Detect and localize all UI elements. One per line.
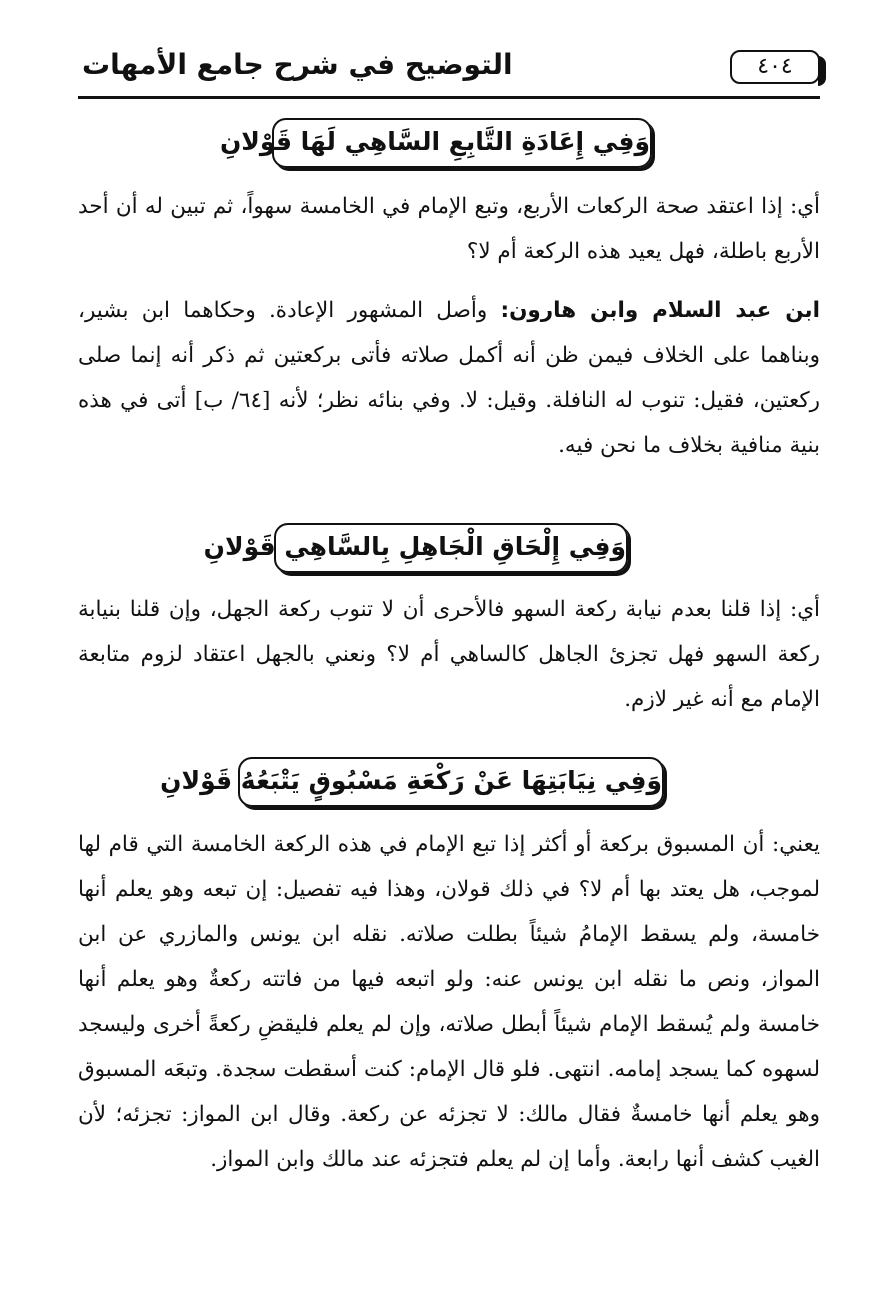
book-title: التوضيح في شرح جامع الأمهات bbox=[82, 48, 513, 81]
matn-heading-1: وَفِي إِعَادَةِ التَّابِعِ السَّاهِي لَهَا قَوْلانِ bbox=[272, 118, 652, 168]
page-number: ٤٠٤ bbox=[730, 50, 820, 84]
paragraph-text: أي: إذا قلنا بعدم نيابة ركعة السهو فالأحرى أن لا تنوب ركعة الجهل، وإن قلنا بنيابة ركعة السهو فهل تجزئ الجاهل كالساهي أم لا؟ ونعني بالجهل اعتقاد لزوم متابعة الإمام مع أنه غير لازم. bbox=[78, 597, 820, 712]
paragraph-lead: ابن عبد السلام وابن هارون: bbox=[500, 298, 821, 323]
matn-heading-2: وَفِي إِلْحَاقِ الْجَاهِلِ بِالسَّاهِي قَوْلانِ bbox=[274, 523, 628, 573]
commentary-paragraph-3 bbox=[78, 587, 820, 722]
paragraph-text: وأصل المشهور الإعادة. وحكاهما ابن بشير، وبناهما على الخلاف فيمن ظن أنه أكمل صلاته فأتى بركعتين ثم ذكر أنه إنما صلى ركعتين، فقيل: تنوب له النافلة. وقيل: لا. وفي بنائه نظر؛ لأنه [٦٤/ ب] أتى في هذه بنية منافية بخلاف ما نحن فيه. bbox=[78, 298, 821, 458]
commentary-paragraph-2 bbox=[78, 288, 820, 468]
matn-heading-3: وَفِي نِيَابَتِهَا عَنْ رَكْعَةِ مَسْبُوقٍ يَتْبَعُهُ قَوْلانِ bbox=[238, 757, 664, 807]
commentary-paragraph-4 bbox=[78, 822, 820, 1182]
running-header bbox=[78, 44, 820, 99]
paragraph-text: أي: إذا اعتقد صحة الركعات الأربع، وتبع الإمام في الخامسة سهواً، ثم تبين له أن أحد الأربع باطلة، فهل يعيد هذه الركعة أم لا؟ bbox=[78, 194, 820, 264]
paragraph-text: يعني: أن المسبوق بركعة أو أكثر إذا تبع الإمام في هذه الركعة الخامسة التي قام لها لموجب، هل يعتد بها أم لا؟ في ذلك قولان، وهذا فيه تفصيل: إن تبعه وهو يعلم أنها خامسة، ولم يسقط الإمامُ شيئاً بطلت صلاته. نقله ابن يونس والمازري عن ابن المواز، ونص ما نقله ابن يونس عنه: ولو اتبعه فيها من فاتته ركعةٌ وهو يعلم أنها خامسة ولم يُسقط الإمام شيئاً أبطل صلاته، وإن لم يعلم فليقضِ ركعةً أخرى وليسجد لسهوه كما يسجد إمامه. انتهى. فلو قال الإمام: كنت أسقطت سجدة. وتبعَه المسبوق وهو يعلم أنها خامسةٌ فقال مالك: لا تجزئه عن ركعة. وقال ابن المواز: تجزئه؛ لأن الغيب كشف أنها رابعة. وأما إن لم يعلم فتجزئه عند مالك وابن المواز. bbox=[78, 832, 820, 1172]
commentary-paragraph-1 bbox=[78, 184, 820, 274]
